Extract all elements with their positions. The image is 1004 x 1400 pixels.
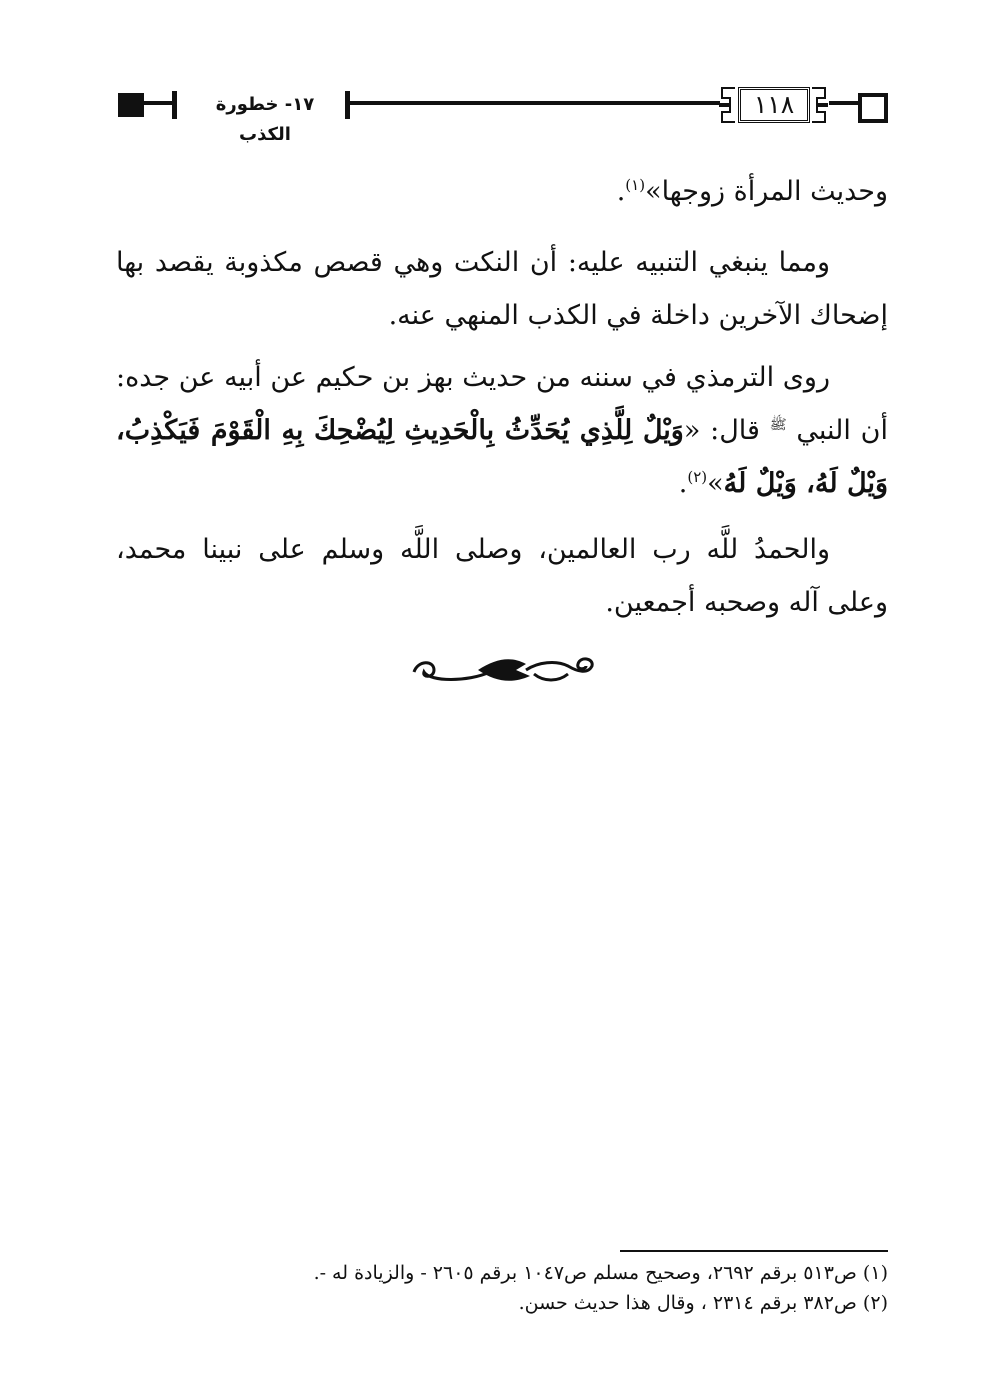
- paragraph-1: [116, 165, 888, 218]
- footnote-2: (٢) ص٣٨٢ برقم ٢٣١٤ ، وقال هذا حديث حسن.: [518, 1292, 888, 1314]
- fret-ornament-right: [811, 84, 829, 126]
- page-number: ١١٨: [738, 87, 810, 123]
- salutation-mark: ﷺ: [769, 417, 787, 433]
- paragraph-text: روى الترمذي في سننه من حديث بهز بن حكيم عن أبيه عن جده: أن النبي: [116, 362, 888, 446]
- body-text: [116, 523, 888, 629]
- hadith-text: وَيْلٌ لِلَّذِي يُحَدِّثُ بِالْحَدِيثِ لِيُضْحِكَ بِهِ الْقَوْمَ فَيَكْذِبُ، وَيْلٌ لَهُ، وَيْلٌ لَهُ: [116, 415, 888, 499]
- full-stop: .: [678, 468, 688, 499]
- divider-ornament: [408, 652, 598, 688]
- paragraph-4: [116, 523, 888, 629]
- header-bar: [345, 91, 350, 119]
- header-square-outline: [858, 93, 888, 123]
- quote-close: »: [707, 468, 724, 499]
- footnote-ref: (٢): [687, 468, 708, 486]
- body-text: [116, 165, 888, 218]
- header-square-ornament: [118, 93, 144, 117]
- header-rule-right: [829, 101, 858, 105]
- paragraph-3: [116, 351, 888, 510]
- fret-ornament-left: [718, 84, 736, 126]
- page-header: [0, 0, 1004, 150]
- footnote-ref: (١): [625, 176, 646, 194]
- paragraph-2: [116, 236, 888, 342]
- paragraph-text: ومما ينبغي التنبيه عليه: أن النكت وهي قصص مكذوبة يقصد بها إضحاك الآخرين داخلة في الكذب المنهي عنه.: [116, 247, 888, 331]
- header-rule-middle: [350, 101, 720, 105]
- footnote-1: (١) ص٥١٣ برقم ٢٦٩٢، وصحيح مسلم ص١٠٤٧ برقم ٢٦٠٥ - والزيادة له -.: [313, 1262, 888, 1284]
- body-text: [116, 351, 888, 510]
- footnote-separator: [620, 1250, 888, 1252]
- footnotes: [116, 1258, 888, 1318]
- body-text: [116, 236, 888, 342]
- header-rule-left: [144, 101, 172, 105]
- header-bar: [172, 91, 177, 119]
- paragraph-text: والحمدُ للَّه رب العالمين، وصلى اللَّه وسلم على نبينا محمد، وعلى آله وصحبه أجمعين.: [116, 534, 888, 618]
- said-text: قال: «: [683, 415, 760, 446]
- chapter-title: ١٧- خطورة الكذب: [215, 94, 315, 145]
- paragraph-text: وحديث المرأة زوجها»: [645, 176, 888, 207]
- full-stop: .: [616, 176, 626, 207]
